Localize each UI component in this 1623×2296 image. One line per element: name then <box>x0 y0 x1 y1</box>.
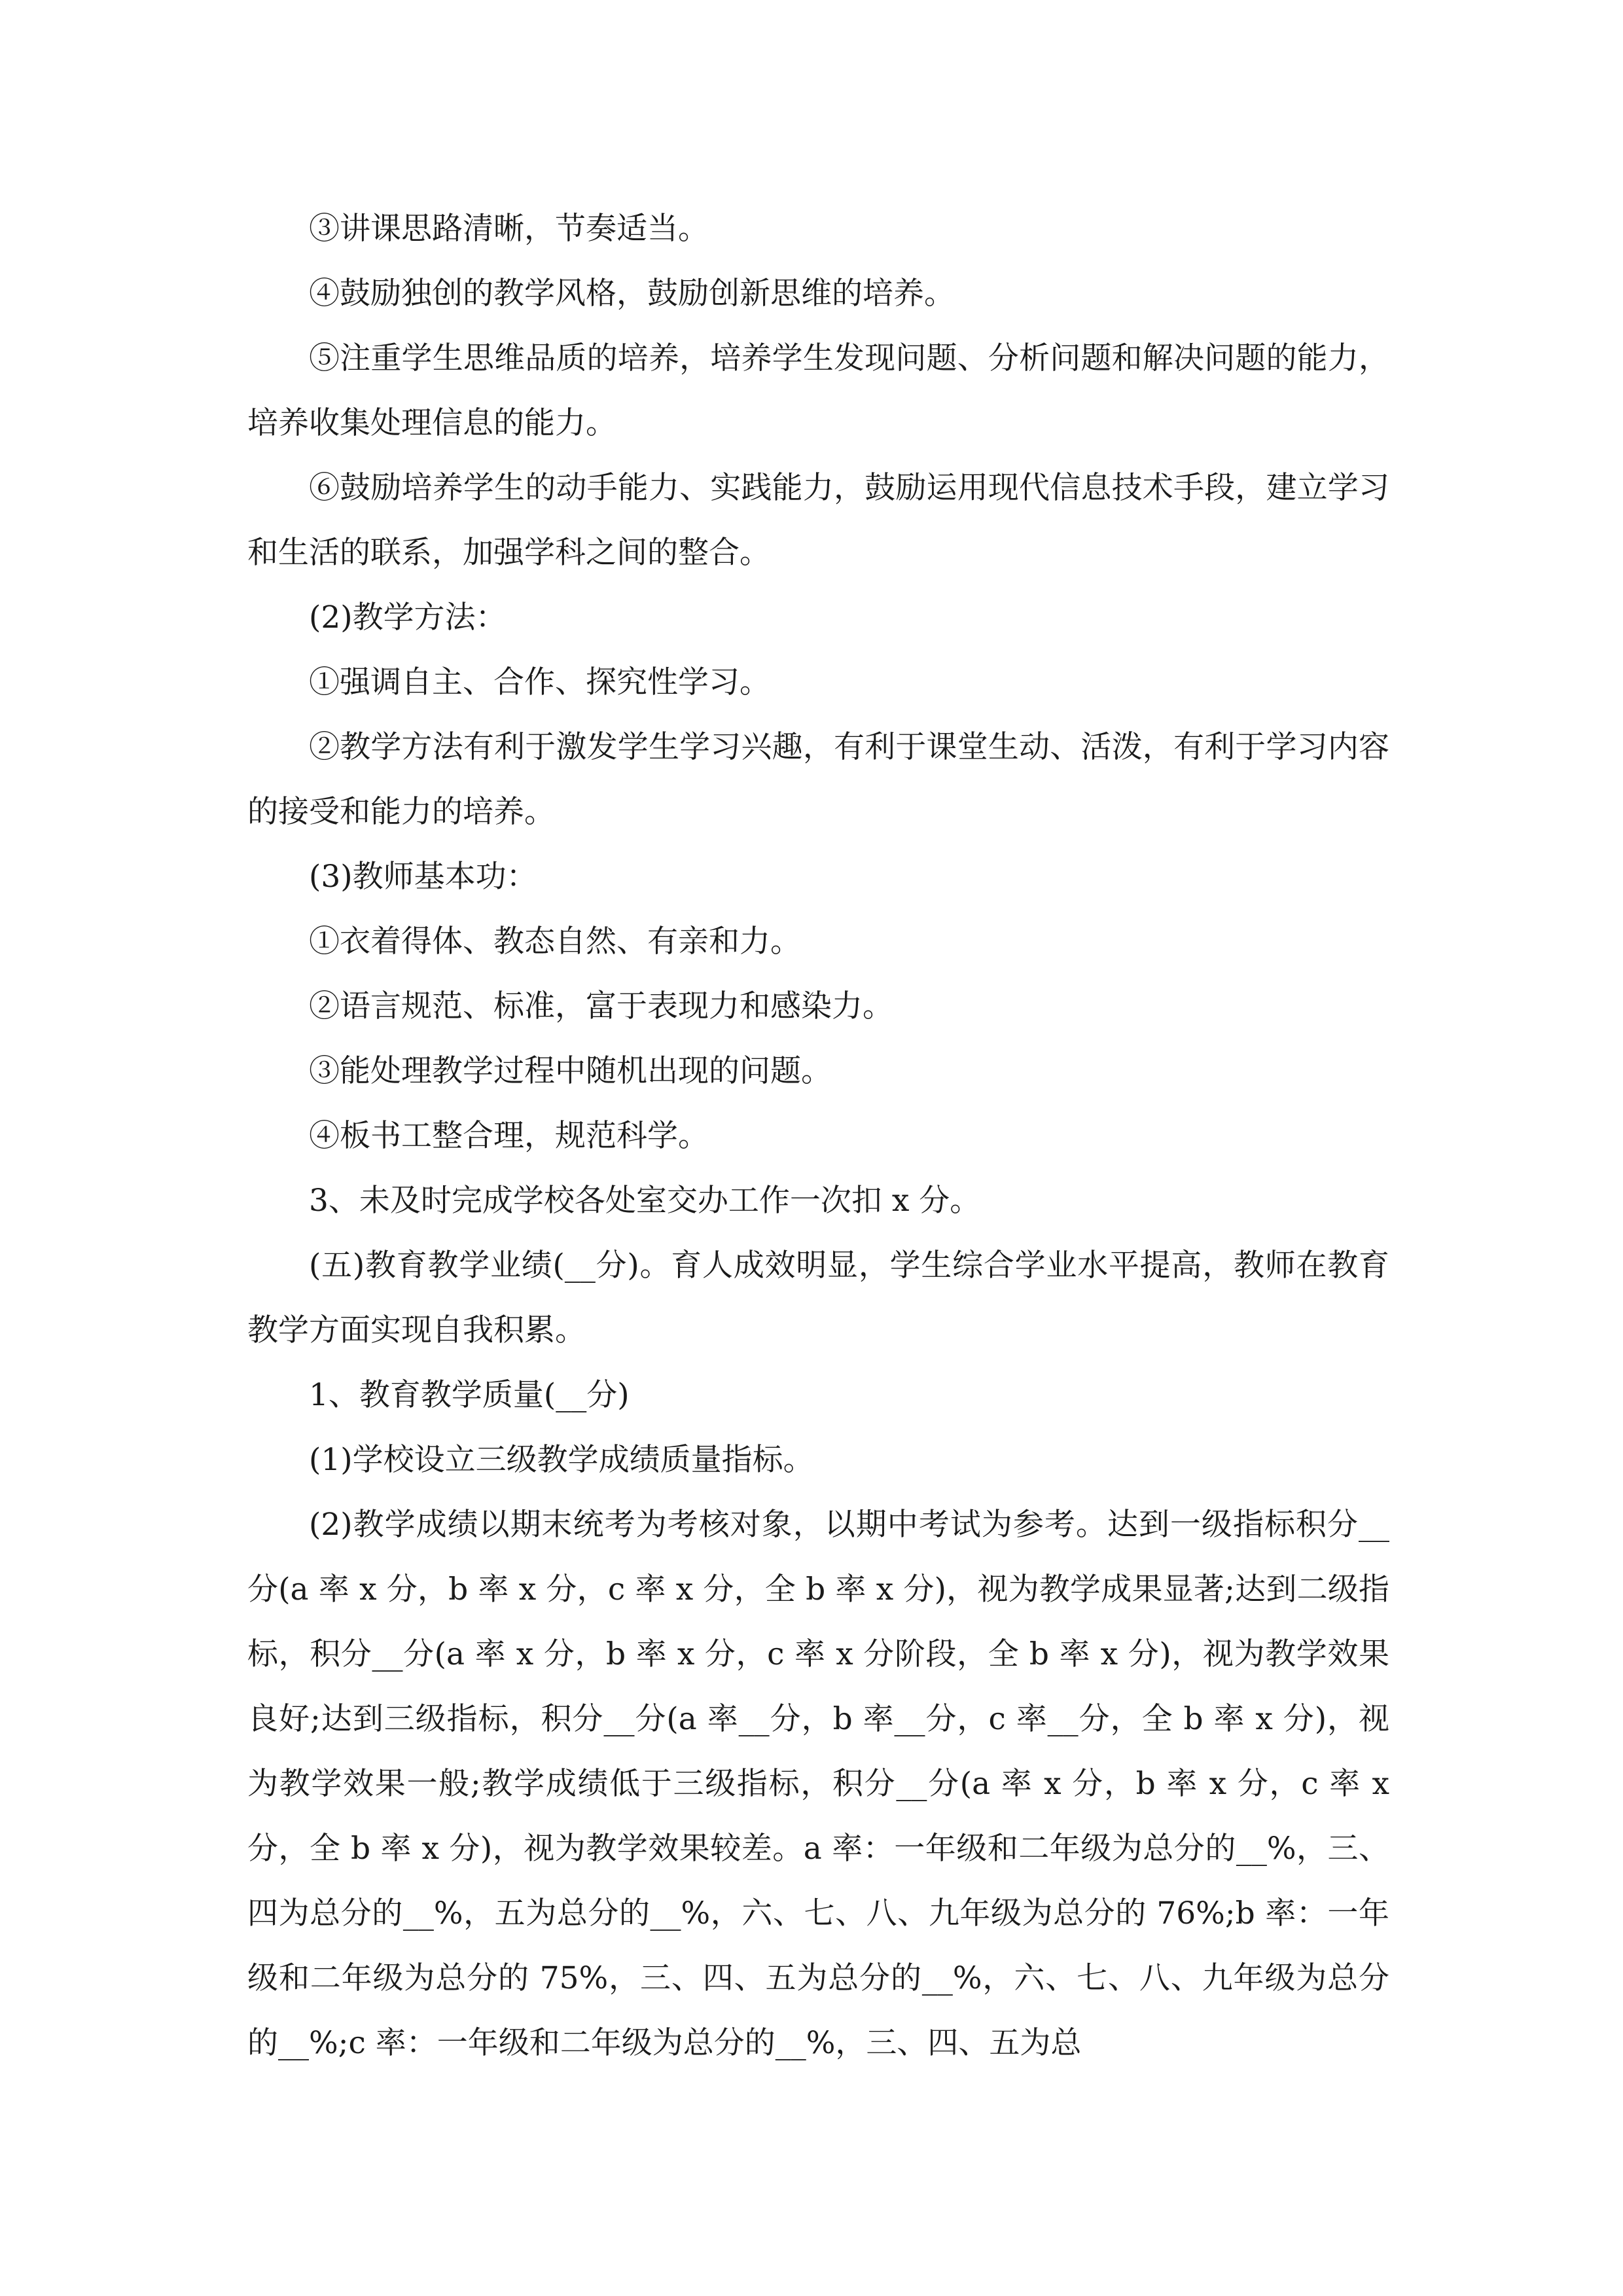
heading-teaching-methods: (2)教学方法： <box>309 600 507 636</box>
heading-teaching-quality: 1、教育教学质量(__分) <box>309 1377 630 1413</box>
paragraph-handling-problems: ③能处理教学过程中随机出现的问题。 <box>309 1053 832 1089</box>
paragraph-teaching-style: ④鼓励独创的教学风格，鼓励创新思维的培养。 <box>309 276 955 312</box>
paragraph-teaching-performance: (五)教育教学业绩(__分)。育人成效明显，学生综合学业水平提高，教师在教育教学方面实现自我积累。 <box>247 1247 1389 1348</box>
paragraph-language: ②语言规范、标准，富于表现力和感染力。 <box>309 988 893 1024</box>
paragraph-lecture-clarity: ③讲课思路清晰，节奏适当。 <box>309 211 709 247</box>
paragraph-assessment-criteria: (2)教学成绩以期末统考为考核对象，以期中考试为参考。达到一级指标积分__分(a 率 x 分，b 率 x 分，c 率 x 分，全 b 率 x 分)，视为教学成果显著;达到二级指标，积分__分(a 率 x 分，b 率 x 分，c 率 x 分阶段，全 b 率 x 分)，视为教学效果良好;达到三级指标，积分__分(a 率__分，b 率__分，c 率__分，全 b 率 x 分)，视为教学效果一般;教学成绩低于三级指标，积分__分(a 率 x 分，b 率 x 分，c 率 x 分，全 b 率 x 分)，视为教学效果较差。a 率：一年级和二年级为总分的__%，三、四为总分的__%，五为总分的__%，六、七、八、九年级为总分的 76%;b 率：一年级和二年级为总分的 75%，三、四、五为总分的__%，六、七、八、九年级为总分的__%;c 率：一年级和二年级为总分的__%，三、四、五为总 <box>247 1507 1389 2061</box>
heading-teacher-basic-skills: (3)教师基本功： <box>309 859 537 895</box>
paragraph-thinking-quality: ⑤注重学生思维品质的培养，培养学生发现问题、分析问题和解决问题的能力，培养收集处理信息的能力。 <box>247 340 1389 441</box>
paragraph-practical-ability: ⑥鼓励培养学生的动手能力、实践能力，鼓励运用现代信息技术手段，建立学习和生活的联系，加强学科之间的整合。 <box>247 470 1389 571</box>
paragraph-appearance: ①衣着得体、教态自然、有亲和力。 <box>309 924 801 960</box>
paragraph-deduction-rule: 3、未及时完成学校各处室交办工作一次扣 x 分。 <box>309 1183 981 1219</box>
paragraph-three-level-indicators: (1)学校设立三级教学成绩质量指标。 <box>309 1442 814 1478</box>
paragraph-autonomous-learning: ①强调自主、合作、探究性学习。 <box>309 664 770 700</box>
paragraph-blackboard-writing: ④板书工整合理，规范科学。 <box>309 1118 709 1154</box>
paragraph-method-benefits: ②教学方法有利于激发学生学习兴趣，有利于课堂生动、活泼，有利于学习内容的接受和能力的培养。 <box>247 729 1389 830</box>
document-body <box>247 196 1389 2075</box>
